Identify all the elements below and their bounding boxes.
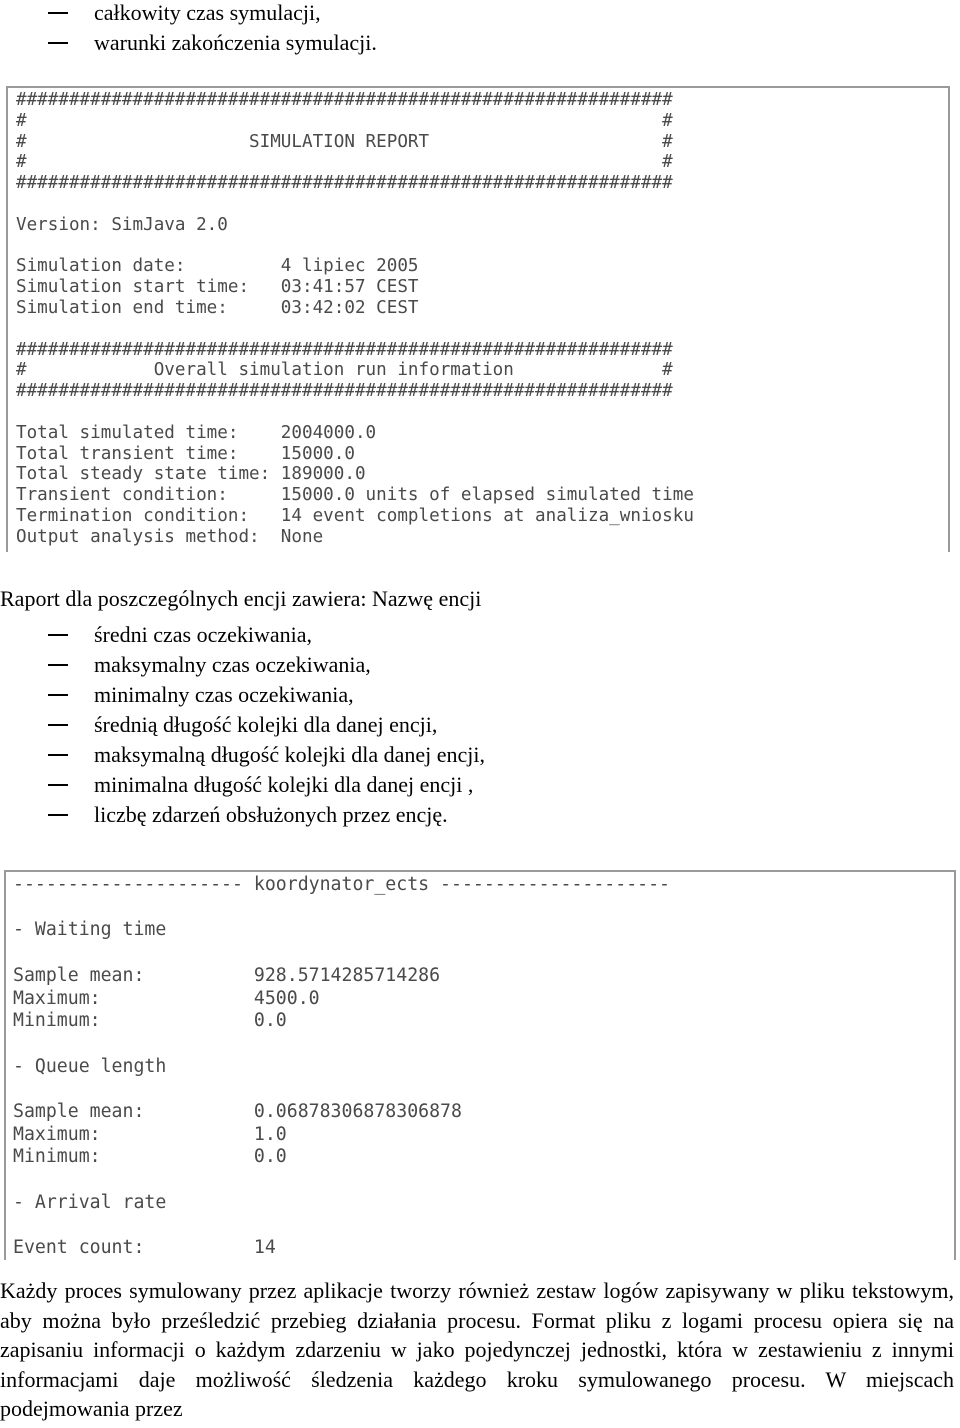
report-line: ############################################################## — [16, 173, 673, 194]
report-line: Simulation date: 4 lipiec 2005 — [16, 256, 419, 277]
report-line: ############################################################## — [16, 339, 673, 360]
report-line: Sample mean: 0.06878306878306878 — [13, 1101, 462, 1122]
list-item-text: maksymalny czas oczekiwania, — [94, 652, 371, 677]
report-line: Termination condition: 14 event completions at analiza_wniosku — [16, 506, 694, 526]
list-item-text: liczbę zdarzeń obsłużonych przez encję. — [94, 802, 448, 827]
entity-report-screenshot — [4, 870, 956, 1260]
report-line: # # — [16, 152, 673, 173]
report-line: Total transient time: 15000.0 — [16, 443, 355, 464]
report-line: Output analysis method: None — [16, 526, 324, 547]
list-item-text: średnią długość kolejki dla danej encji, — [94, 712, 438, 737]
report-line: Total simulated time: 2004000.0 — [16, 422, 377, 443]
report-line: Minimum: 0.0 — [13, 1010, 287, 1032]
intro-paragraph: Raport dla poszczególnych encji zawiera: Nazwę encji — [0, 586, 482, 611]
report-line: --------------------- koordynator_ects --------------------- — [13, 874, 670, 895]
list-item-text: minimalna długość kolejki dla danej encji , — [94, 772, 474, 797]
report-line: ############################################################## — [16, 90, 673, 110]
list-item-text: maksymalną długość kolejki dla danej encji, — [94, 742, 486, 767]
dash-bullet — [48, 724, 68, 726]
report-line: # # — [16, 110, 673, 131]
closing-paragraph: Każdy proces symulowany przez aplikacje tworzy również zestaw logów zapisywany w pliku tekstowym, aby można było prześledzić przebieg działania procesu. Format pliku z logami procesu opiera się na zapisaniu informacji o każdym zdarzeniu w jako pojedynczej jednostki, która w zestawieniu z innymi informacjami daje możliwość śledzenia każdego kroku symulowanego procesu. W miejscach podejmowania przez — [0, 1278, 954, 1421]
report-line: # SIMULATION REPORT # — [16, 131, 673, 152]
dash-bullet — [48, 754, 68, 756]
report-line: # Overall simulation run information # — [16, 360, 673, 381]
report-line: Total steady state time: 189000.0 — [16, 464, 366, 485]
list-item-text: średni czas oczekiwania, — [94, 622, 313, 647]
report-line: Simulation end time: 03:42:02 CEST — [16, 298, 419, 318]
dash-bullet — [48, 42, 68, 44]
report-line: - Queue length — [13, 1055, 167, 1077]
list-item-text: minimalny czas oczekiwania, — [94, 682, 354, 707]
dash-bullet — [48, 694, 68, 696]
simulation-report-screenshot — [6, 86, 950, 552]
report-line: - Arrival rate — [13, 1191, 167, 1213]
report-line: Maximum: 1.0 — [13, 1123, 287, 1145]
report-line: Version: SimJava 2.0 — [16, 214, 228, 235]
report-line: Simulation start time: 03:41:57 CEST — [16, 277, 419, 298]
report-line: - Waiting time — [13, 919, 167, 941]
dash-bullet — [48, 814, 68, 816]
list-item-text: całkowity czas symulacji, — [94, 0, 321, 25]
dash-bullet — [48, 634, 68, 636]
dash-bullet — [48, 784, 68, 786]
report-line: ############################################################## — [16, 381, 673, 402]
list-item-text: warunki zakończenia symulacji. — [94, 30, 377, 55]
dash-bullet — [48, 664, 68, 666]
report-line: Maximum: 4500.0 — [13, 987, 320, 1009]
report-line: Event count: 14 — [13, 1237, 276, 1259]
report-line: Minimum: 0.0 — [13, 1146, 287, 1168]
report-line: Sample mean: 928.5714285714286 — [13, 964, 441, 986]
dash-bullet — [48, 12, 68, 14]
report-line: Transient condition: 15000.0 units of elapsed simulated time — [16, 485, 694, 506]
